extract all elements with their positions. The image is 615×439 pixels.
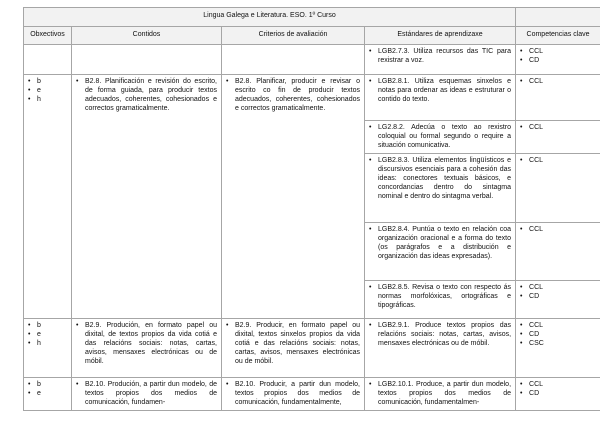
table-header-row <box>24 27 601 45</box>
competencias-cell <box>516 281 600 319</box>
competencias-cell <box>516 378 600 411</box>
competencias-cell-item: • CCL <box>520 321 596 330</box>
obxectivos-cell-item: • b <box>28 321 67 330</box>
obxectivos-cell <box>24 378 72 411</box>
contidos-cell <box>72 319 222 378</box>
competencias-cell-item: • CCL <box>520 283 596 292</box>
obxectivos-cell-item: • e <box>28 86 67 95</box>
header-obxectivos: Obxectivos <box>24 27 72 45</box>
obxectivos-cell-list <box>28 380 67 398</box>
competencias-cell-item: • CD <box>520 389 596 398</box>
obxectivos-cell-item: • e <box>28 389 67 398</box>
contidos-cell-text: • B2.10. Produción, a partir dun modelo, de textos propios dos medios de comunicación, fundamen- <box>76 380 217 407</box>
table-title: Lingua Galega e Literatura. ESO. 1º Curso <box>24 8 516 27</box>
competencias-cell-list <box>520 283 596 301</box>
criterios-cell <box>222 45 365 75</box>
obxectivos-cell-item: • e <box>28 330 67 339</box>
header-estandares: Estándares de aprendizaxe <box>365 27 516 45</box>
competencias-cell-list <box>520 321 596 348</box>
competencias-cell-item: • CD <box>520 56 596 65</box>
estandares-cell-text: • LGB2.8.1. Utiliza esquemas sinxelos e notas para ordenar as ideas e estruturar o contido do texto. <box>369 77 511 104</box>
competencias-cell-list <box>520 225 596 234</box>
criterios-cell <box>222 378 365 411</box>
contidos-cell-text: • B2.9. Produción, en formato papel ou dixital, de textos propios da vida cotiá e das relacións sociais: notas, cartas, avisos, mensaxes electrónicas ou de móbil. <box>76 321 217 366</box>
obxectivos-cell-item: • b <box>28 380 67 389</box>
obxectivos-cell <box>24 319 72 378</box>
competencias-cell <box>516 223 600 281</box>
estandares-cell <box>365 45 516 75</box>
estandares-cell-text: • LGB2.10.1. Produce, a partir dun modelo, textos propios dos medios de comunicación, fundamentalmen- <box>369 380 511 407</box>
estandares-cell-text: • LG2.8.2. Adecúa o texto ao rexistro coloquial ou formal segundo o require a situación comunicativa. <box>369 123 511 150</box>
header-criterios: Criterios de avaliación <box>222 27 365 45</box>
contidos-cell <box>72 378 222 411</box>
table-row <box>24 45 601 75</box>
criterios-cell-text: • B2.8. Planificar, producir e revisar o escrito co fin de producir textos adecuados, coherentes, cohesionados e correctos gramaticalmente. <box>226 77 360 113</box>
competencias-cell-list <box>520 123 596 132</box>
estandares-cell-text: • LGB2.8.5. Revisa o texto con respecto ás normas morfolóxicas, ortográficas e tipográficas. <box>369 283 511 310</box>
table-title-corner <box>516 8 600 27</box>
estandares-cell <box>365 319 516 378</box>
obxectivos-cell-item: • h <box>28 95 67 104</box>
competencias-cell-item: • CCL <box>520 47 596 56</box>
competencias-cell-list <box>520 156 596 165</box>
table-row <box>24 75 601 121</box>
competencias-cell <box>516 154 600 223</box>
contidos-cell <box>72 75 222 319</box>
estandares-cell <box>365 121 516 154</box>
estandares-cell <box>365 154 516 223</box>
competencias-cell-list <box>520 77 596 86</box>
contidos-cell <box>72 45 222 75</box>
criterios-cell-text: • B2.10. Producir, a partir dun modelo, textos propios dos medios de comunicación, fundamentalmente, <box>226 380 360 407</box>
header-contidos: Contidos <box>72 27 222 45</box>
criterios-cell <box>222 75 365 319</box>
competencias-cell-item: • CCL <box>520 380 596 389</box>
obxectivos-cell <box>24 75 72 319</box>
estandares-cell-text: • LGB2.8.4. Puntúa o texto en relación coa organización oracional e a forma do texto (os parágrafos e a distribución e organización das ideas expresadas). <box>369 225 511 261</box>
competencias-cell-item: • CD <box>520 292 596 301</box>
contidos-cell-text: • B2.8. Planificación e revisión do escrito, de forma guiada, para producir textos adecuados, coherentes, cohesionados e correctos gramaticalmente. <box>76 77 217 113</box>
competencias-cell <box>516 319 600 378</box>
table-row <box>24 378 601 411</box>
obxectivos-cell-list <box>28 77 67 104</box>
header-competencias: Competencias clave <box>516 27 600 45</box>
estandares-cell-text: • LGB2.9.1. Produce textos propios das relacións sociais: notas, cartas, avisos, mensaxes electrónicas ou de móbil. <box>369 321 511 348</box>
obxectivos-cell-item: • b <box>28 77 67 86</box>
competencias-cell <box>516 45 600 75</box>
criterios-cell <box>222 319 365 378</box>
curriculum-table <box>23 7 600 411</box>
criterios-cell-text: • B2.9. Producir, en formato papel ou dixital, textos sinxelos propios da vida cotiá e das relacións sociais: notas, cartas, avisos, mensaxes electrónicas ou de móbil. <box>226 321 360 366</box>
estandares-cell-text: • LGB2.7.3. Utiliza recursos das TIC para rexistrar a voz. <box>369 47 511 65</box>
competencias-cell-list <box>520 47 596 65</box>
obxectivos-cell-item: • h <box>28 339 67 348</box>
competencias-cell-item: • CD <box>520 330 596 339</box>
competencias-cell-item: • CCL <box>520 77 596 86</box>
competencias-cell <box>516 121 600 154</box>
table-row <box>24 319 601 378</box>
estandares-cell <box>365 281 516 319</box>
competencias-cell-item: • CCL <box>520 156 596 165</box>
estandares-cell <box>365 378 516 411</box>
curriculum-document <box>23 7 600 432</box>
competencias-cell-item: • CSC <box>520 339 596 348</box>
estandares-cell <box>365 223 516 281</box>
estandares-cell <box>365 75 516 121</box>
obxectivos-cell-list <box>28 321 67 348</box>
competencias-cell-list <box>520 380 596 398</box>
competencias-cell-item: • CCL <box>520 123 596 132</box>
competencias-cell-item: • CCL <box>520 225 596 234</box>
estandares-cell-text: • LGB2.8.3. Utiliza elementos lingüísticos e discursivos esenciais para a cohesión das ideas: conectores textuais básicos, e concordancias dentro do sintagma nominal e dentro do sintagma verbal. <box>369 156 511 201</box>
obxectivos-cell <box>24 45 72 75</box>
competencias-cell <box>516 75 600 121</box>
table-title-row <box>24 8 601 27</box>
